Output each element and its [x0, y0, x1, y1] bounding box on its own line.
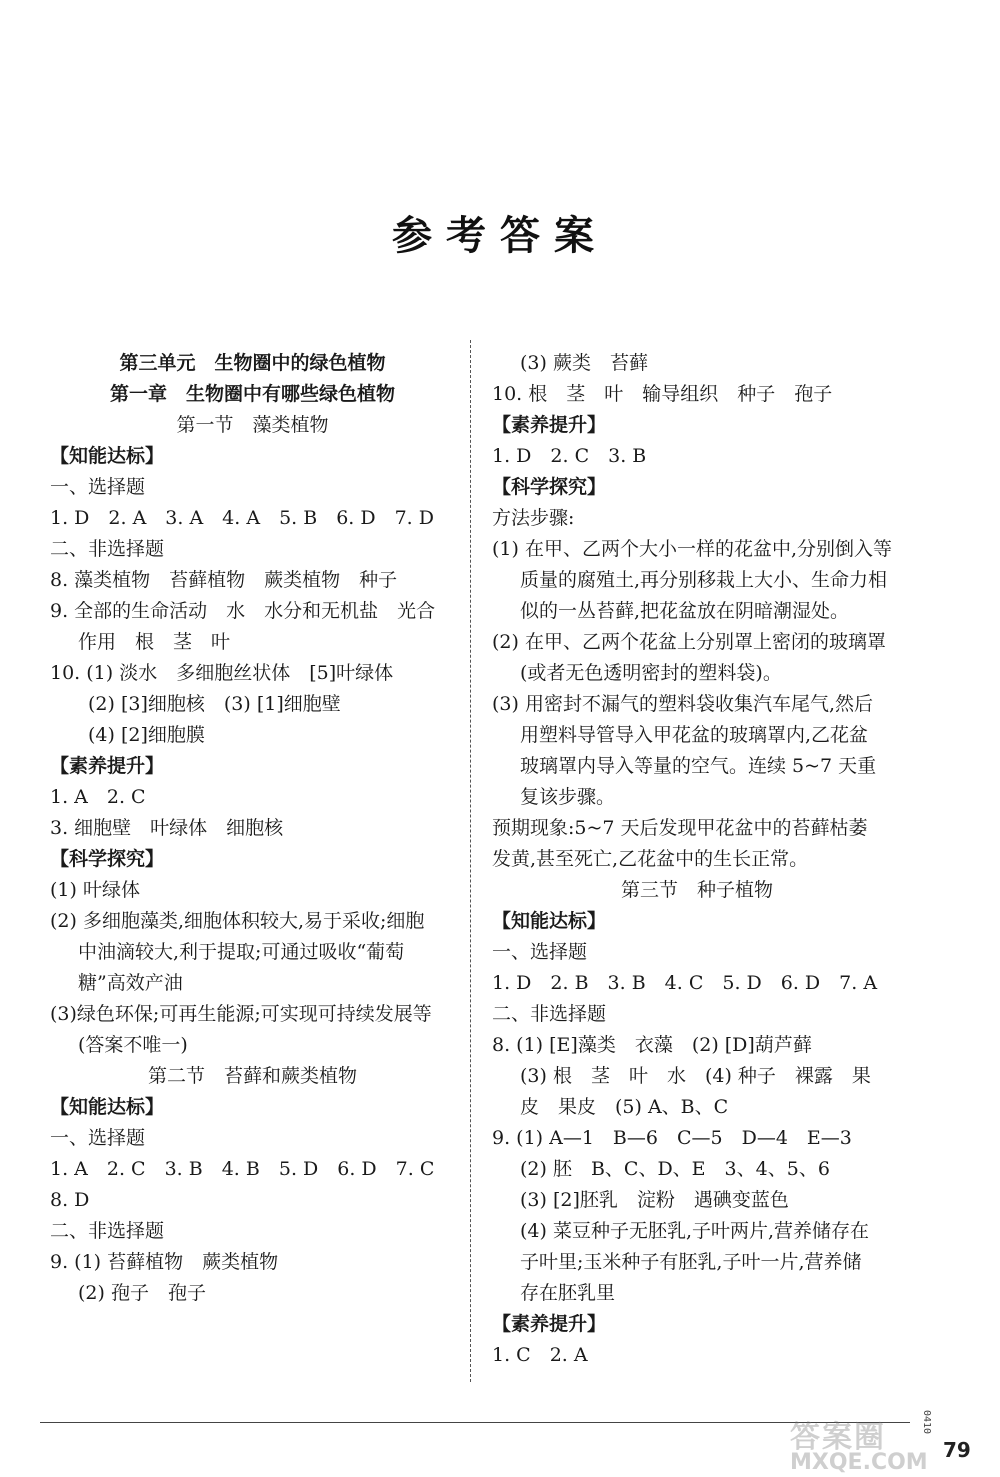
right-line: 一、选择题 [492, 941, 588, 963]
watermark-bottom: MXQE.COM [790, 1450, 928, 1475]
right-line: (或者无色透明密封的塑料袋)。 [520, 662, 782, 684]
left-line: 作用 根 茎 叶 [78, 631, 231, 653]
left-line: 中油滴较大,利于提取;可通过吸收“葡萄 [78, 941, 405, 963]
footer-rule [40, 1422, 910, 1423]
left-line: (2) 孢子 孢子 [78, 1282, 206, 1304]
left-line: 第三单元 生物圈中的绿色植物 [119, 352, 386, 374]
right-line: (2) 在甲、乙两个花盆上分别罩上密闭的玻璃罩 [492, 631, 886, 653]
right-line: 【素养提升】 [492, 414, 607, 436]
right-line: 【素养提升】 [492, 1313, 607, 1335]
right-line: 1. D 2. B 3. B 4. C 5. D 6. D 7. A [492, 972, 878, 994]
left-line: 3. 细胞壁 叶绿体 细胞核 [50, 817, 284, 839]
right-line: 皮 果皮 (5) A、B、C [520, 1096, 729, 1118]
left-line: 第一章 生物圈中有哪些绿色植物 [109, 383, 395, 405]
left-line: 【素养提升】 [50, 755, 165, 777]
left-line: 一、选择题 [50, 1127, 146, 1149]
right-line: (2) 胚 B、C、D、E 3、4、5、6 [520, 1158, 830, 1180]
right-line: (3) 根 茎 叶 水 (4) 种子 裸露 果 [520, 1065, 871, 1087]
left-line: (答案不唯一) [78, 1034, 188, 1056]
left-column [50, 348, 455, 1309]
left-line: 9. (1) 苔藓植物 蕨类植物 [50, 1251, 279, 1273]
right-line: 【知能达标】 [492, 910, 607, 932]
right-line: (4) 菜豆种子无胚乳,子叶两片,营养储存在 [520, 1220, 870, 1242]
watermark-top: 答案圈 [790, 1420, 886, 1455]
right-line: 【科学探究】 [492, 476, 607, 498]
left-line: 9. 全部的生命活动 水 水分和无机盐 光合 [50, 600, 436, 622]
right-line: 第三节 种子植物 [620, 879, 773, 901]
left-line: 【知能达标】 [50, 1096, 165, 1118]
left-line: (2) 多细胞藻类,细胞体积较大,易于采收;细胞 [50, 910, 425, 932]
left-line: 1. A 2. C 3. B 4. B 5. D 6. D 7. C [50, 1158, 435, 1180]
page-number: 79 [943, 1438, 971, 1462]
left-line: 第一节 藻类植物 [176, 414, 329, 436]
left-line: (4) [2]细胞膜 [88, 724, 205, 746]
right-line: 发黄,甚至死亡,乙花盆中的生长正常。 [492, 848, 809, 870]
right-line: 子叶里;玉米种子有胚乳,子叶一片,营养储 [520, 1251, 862, 1273]
right-line: 1. C 2. A [492, 1344, 588, 1366]
right-line: 1. D 2. C 3. B [492, 445, 647, 467]
left-line: (3)绿色环保;可再生能源;可实现可持续发展等 [50, 1003, 432, 1025]
page-title: 参考答案 [392, 213, 608, 259]
right-line: 方法步骤: [492, 507, 575, 529]
right-line: 9. (1) A—1 B—6 C—5 D—4 E—3 [492, 1127, 852, 1149]
left-line: 10. (1) 淡水 多细胞丝状体 [5]叶绿体 [50, 662, 394, 684]
right-line: (1) 在甲、乙两个大小一样的花盆中,分别倒入等 [492, 538, 892, 560]
left-line: 一、选择题 [50, 476, 146, 498]
left-line: 1. D 2. A 3. A 4. A 5. B 6. D 7. D [50, 507, 434, 529]
right-line: 似的一丛苔藓,把花盆放在阴暗潮湿处。 [520, 600, 850, 622]
right-line: 存在胚乳里 [520, 1282, 616, 1304]
left-line: 二、非选择题 [50, 1220, 165, 1242]
right-column [492, 348, 902, 1371]
right-line: 复该步骤。 [520, 786, 616, 808]
left-line: 8. D [50, 1189, 90, 1211]
right-line: 用塑料导管导入甲花盆的玻璃罩内,乙花盆 [520, 724, 869, 746]
column-divider [470, 340, 471, 1382]
left-line: 二、非选择题 [50, 538, 165, 560]
left-line: (1) 叶绿体 [50, 879, 140, 901]
left-line: 糖”高效产油 [78, 972, 183, 994]
right-line: 预期现象:5~7 天后发现甲花盆中的苔藓枯萎 [492, 817, 868, 839]
right-line: 质量的腐殖土,再分别移栽上大小、生命力相 [520, 569, 888, 591]
left-line: 1. A 2. C [50, 786, 146, 808]
right-line: (3) 用密封不漏气的塑料袋收集汽车尾气,然后 [492, 693, 873, 715]
left-line: (2) [3]细胞核 (3) [1]细胞壁 [88, 693, 341, 715]
right-line: 二、非选择题 [492, 1003, 607, 1025]
left-line: 【科学探究】 [50, 848, 165, 870]
right-line: 10. 根 茎 叶 输导组织 种子 孢子 [492, 383, 833, 405]
right-line: (3) [2]胚乳 淀粉 遇碘变蓝色 [520, 1189, 789, 1211]
right-line: 玻璃罩内导入等量的空气。连续 5~7 天重 [520, 755, 877, 777]
left-line: 第二节 苔藓和蕨类植物 [147, 1065, 357, 1087]
left-line: 8. 藻类植物 苔藓植物 蕨类植物 种子 [50, 569, 398, 591]
side-mark: 0410 [921, 1410, 932, 1435]
left-line: 【知能达标】 [50, 445, 165, 467]
right-line: (3) 蕨类 苔藓 [520, 352, 648, 374]
right-line: 8. (1) [E]藻类 衣藻 (2) [D]葫芦藓 [492, 1034, 812, 1056]
